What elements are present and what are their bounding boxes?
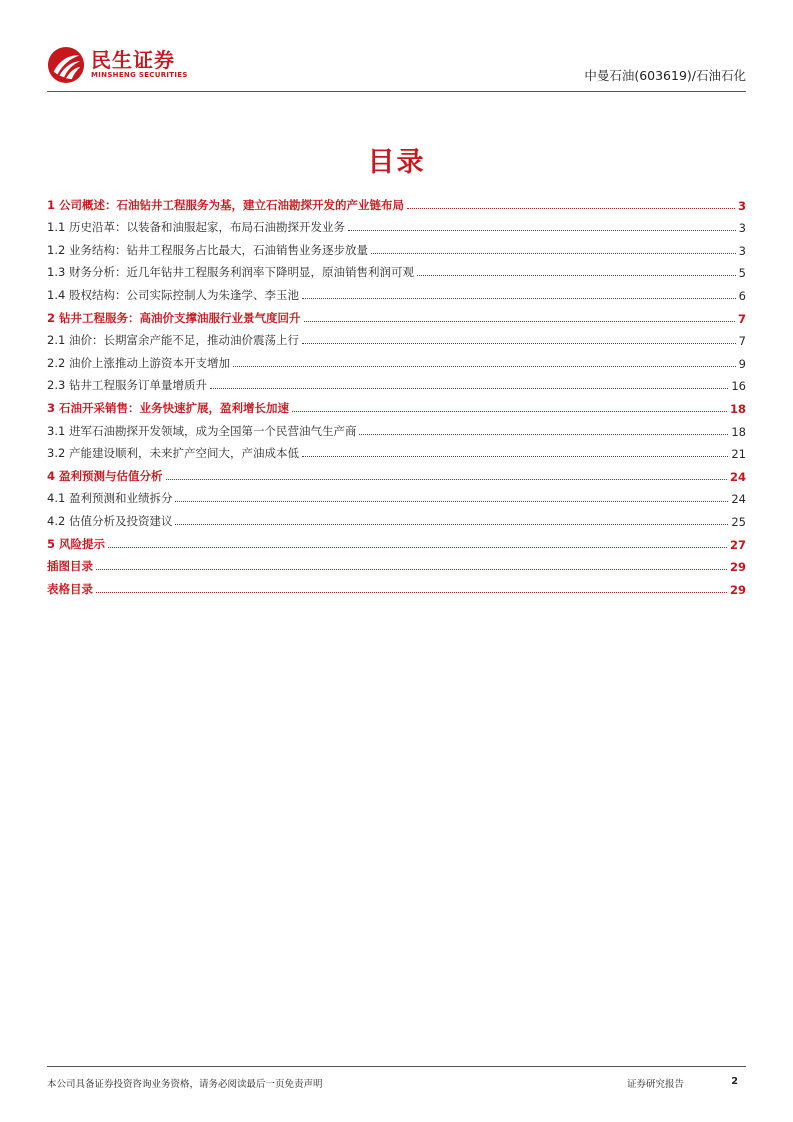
toc-title: 目录 — [367, 147, 426, 178]
toc-dot-leader — [210, 388, 728, 389]
toc-entry-page: 21 — [731, 447, 746, 462]
toc-dot-leader — [348, 230, 736, 231]
toc-entry-label: 4 盈利预测与估值分析 — [47, 468, 163, 483]
toc-entry-label: 2 钻井工程服务：高油价支撑油服行业景气度回升 — [47, 310, 301, 325]
toc-dot-leader — [175, 501, 728, 502]
toc-entry-page: 9 — [738, 356, 746, 371]
toc-entry-label: 3.2 产能建设顺利，未来扩产空间大，产油成本低 — [47, 446, 299, 461]
toc-entry[interactable] — [47, 371, 746, 394]
toc-entry-label: 2.3 钻井工程服务订单量增质升 — [47, 378, 207, 393]
toc-entry-label: 插图目录 — [47, 559, 93, 574]
page-footer — [47, 1066, 746, 1096]
toc-entry-label: 3.1 进军石油勘探开发领域，成为全国第一个民营油气生产商 — [47, 423, 357, 438]
toc-dot-leader — [175, 524, 728, 525]
toc-entry-page: 16 — [731, 379, 746, 394]
toc-entry[interactable] — [47, 258, 746, 281]
toc-entry-label: 表格目录 — [47, 581, 93, 596]
toc-entry[interactable] — [47, 235, 746, 258]
toc-entry[interactable] — [47, 326, 746, 349]
toc-entry-page: 5 — [738, 266, 746, 281]
toc-dot-leader — [108, 547, 727, 548]
toc-entry[interactable] — [47, 506, 746, 529]
logo-text-en: MINSHENG SECURITIES — [91, 71, 188, 79]
toc-entry-label: 2.2 油价上涨推动上游资本开支增加 — [47, 355, 230, 370]
toc-entry-page: 3 — [737, 198, 746, 213]
toc-entry[interactable] — [47, 280, 746, 303]
toc-entry-label: 1.2 业务结构：钻井工程服务占比最大，石油销售业务逐步放量 — [47, 242, 368, 257]
toc-dot-leader — [407, 208, 735, 209]
toc-entry-page: 7 — [738, 334, 746, 349]
report-subject: 中曼石油(603619)/石油石化 — [584, 68, 746, 83]
toc-entry[interactable] — [47, 574, 746, 597]
toc-entry-label: 1.4 股权结构：公司实际控制人为朱逢学、李玉池 — [47, 287, 299, 302]
toc-dot-leader — [166, 479, 727, 480]
logo-text-cn: 民生证券 — [91, 48, 175, 72]
toc-entry-page: 24 — [729, 469, 746, 484]
toc-entry-label: 1.3 财务分析：近几年钻井工程服务利润率下降明显，原油销售利润可观 — [47, 265, 414, 280]
toc-entry[interactable] — [47, 484, 746, 507]
toc-dot-leader — [304, 321, 735, 322]
toc-entry-page: 27 — [729, 537, 746, 552]
toc-dot-leader — [96, 569, 727, 570]
page-number: 2 — [731, 1076, 738, 1087]
toc-dot-leader — [417, 275, 736, 276]
toc-entry-page: 29 — [729, 560, 746, 575]
toc-entry[interactable] — [47, 461, 746, 484]
toc-entry-page: 7 — [737, 311, 746, 326]
company-logo — [47, 44, 207, 88]
toc-entry-page: 3 — [738, 243, 746, 258]
toc-entry-label: 1.1 历史沿革：以装备和油服起家，布局石油勘探开发业务 — [47, 220, 345, 235]
toc-entry-page: 3 — [738, 221, 746, 236]
toc-entry-page: 25 — [731, 514, 746, 529]
report-type: 证券研究报告 — [626, 1079, 684, 1090]
toc-entry[interactable] — [47, 529, 746, 552]
toc-entry-page: 24 — [731, 492, 746, 507]
toc-dot-leader — [233, 366, 736, 367]
toc-entry[interactable] — [47, 552, 746, 575]
toc-entry-label: 1 公司概述：石油钻井工程服务为基，建立石油勘探开发的产业链布局 — [47, 197, 405, 212]
toc-dot-leader — [302, 343, 736, 344]
toc-entry[interactable] — [47, 190, 746, 213]
table-of-contents — [47, 190, 746, 597]
toc-dot-leader — [359, 434, 728, 435]
minsheng-logo-icon — [47, 46, 85, 84]
toc-entry-label: 5 风险提示 — [47, 536, 106, 551]
toc-entry-page: 29 — [729, 582, 746, 597]
toc-entry-page: 6 — [738, 288, 746, 303]
toc-entry-label: 2.1 油价：长期富余产能不足，推动油价震荡上行 — [47, 333, 299, 348]
page-header — [47, 40, 746, 92]
toc-dot-leader — [292, 411, 727, 412]
toc-dot-leader — [302, 298, 736, 299]
toc-entry-label: 3 石油开采销售：业务快速扩展，盈利增长加速 — [47, 400, 290, 415]
toc-dot-leader — [371, 253, 736, 254]
toc-entry[interactable] — [47, 348, 746, 371]
toc-dot-leader — [96, 592, 727, 593]
toc-entry-page: 18 — [731, 424, 746, 439]
disclaimer-notice: 本公司具备证券投资咨询业务资格，请务必阅读最后一页免责声明 — [47, 1079, 323, 1090]
toc-entry[interactable] — [47, 213, 746, 236]
toc-entry-label: 4.2 估值分析及投资建议 — [47, 513, 173, 528]
toc-entry-page: 18 — [729, 401, 746, 416]
toc-entry[interactable] — [47, 393, 746, 416]
toc-entry[interactable] — [47, 439, 746, 462]
toc-dot-leader — [302, 456, 728, 457]
toc-entry[interactable] — [47, 303, 746, 326]
toc-entry-label: 4.1 盈利预测和业绩拆分 — [47, 491, 173, 506]
toc-entry[interactable] — [47, 416, 746, 439]
